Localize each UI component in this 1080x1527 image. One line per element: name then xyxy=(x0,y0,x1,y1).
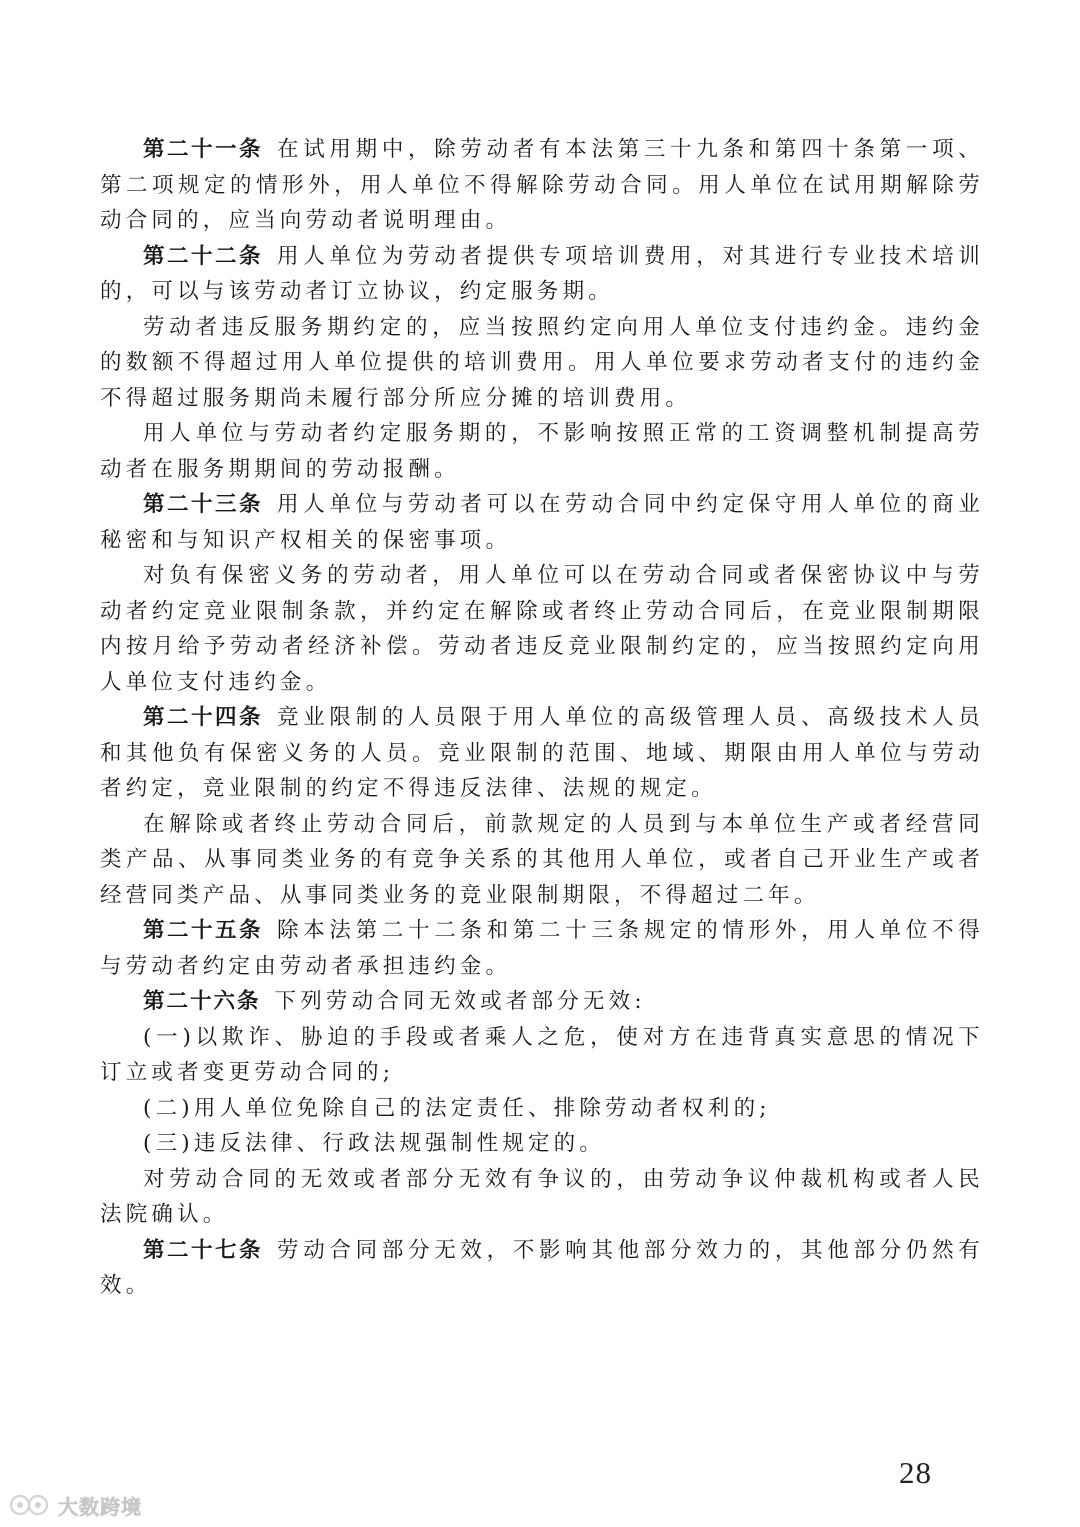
paragraph-text: 下列劳动合同无效或者部分无效: xyxy=(274,989,646,1014)
paragraph xyxy=(100,132,984,239)
paragraph-text: 劳动者违反服务期约定的，应当按照约定向用人单位支付违约金。违约金的数额不得超过用人单位提供的培训费用。用人单位要求劳动者支付的违约金不得超过服务期尚未履行部分所应分摊的培训费用。 xyxy=(100,314,984,411)
list-item xyxy=(100,1020,984,1091)
paragraph-text: 对负有保密义务的劳动者，用人单位可以在劳动合同或者保密协议中与劳动者约定竞业限制条款，并约定在解除或者终止劳动合同后，在竞业限制期限内按月给予劳动者经济补偿。劳动者违反竞业限制约定的，应当按照约定向用人单位支付违约金。 xyxy=(100,563,984,695)
paragraph-text: 劳动合同部分无效，不影响其他部分效力的，其他部分仍然有效。 xyxy=(100,1237,984,1298)
article-number: 第二十三条 xyxy=(143,492,264,517)
paragraph xyxy=(100,558,984,700)
paragraph-text: 用人单位与劳动者可以在劳动合同中约定保守用人单位的商业秘密和与知识产权相关的保密事项。 xyxy=(100,492,984,553)
watermark xyxy=(8,1490,142,1520)
list-item xyxy=(100,1126,984,1162)
watermark-text: 大数跨境 xyxy=(58,1494,142,1519)
article-number: 第二十一条 xyxy=(143,137,264,162)
paragraph xyxy=(100,416,984,487)
paragraph xyxy=(100,984,984,1020)
paragraph xyxy=(100,310,984,417)
paragraph xyxy=(100,1233,984,1304)
paragraph xyxy=(100,487,984,558)
paragraph xyxy=(100,1162,984,1233)
paragraph-text: (二)用人单位免除自己的法定责任、排除劳动者权利的; xyxy=(143,1095,771,1121)
paragraph xyxy=(100,239,984,310)
paragraph xyxy=(100,807,984,914)
page-number: 28 xyxy=(899,1455,932,1490)
paragraph-text: 在解除或者终止劳动合同后，前款规定的人员到与本单位生产或者经营同类产品、从事同类业务的有竞争关系的其他用人单位，或者自己开业生产或者经营同类产品、从事同类业务的竞业限制期限，不得超过二年。 xyxy=(100,811,984,908)
article-number: 第二十七条 xyxy=(143,1237,264,1263)
paragraph-text: 竞业限制的人员限于用人单位的高级管理人员、高级技术人员和其他负有保密义务的人员。竞业限制的范围、地域、期限由用人单位与劳动者约定，竞业限制的约定不得违反法律、法规的规定。 xyxy=(100,705,984,801)
paragraph-text: 对劳动合同的无效或者部分无效有争议的，由劳动争议仲裁机构或者人民法院确认。 xyxy=(100,1166,984,1227)
paragraph-text: (一)以欺诈、胁迫的手段或者乘人之危，使对方在违背真实意思的情况下订立或者变更劳动合同的; xyxy=(100,1024,984,1085)
paragraph-text: 在试用期中，除劳动者有本法第三十九条和第四十条第一项、第二项规定的情形外，用人单位不得解除劳动合同。用人单位在试用期解除劳动合同的，应当向劳动者说明理由。 xyxy=(100,137,984,233)
paragraph xyxy=(100,700,984,807)
watermark-logo-icon xyxy=(8,1492,52,1518)
paragraph-text: 除本法第二十二条和第二十三条规定的情形外，用人单位不得与劳动者约定由劳动者承担违约金。 xyxy=(100,918,984,979)
article-number: 第二十二条 xyxy=(143,243,264,269)
article-number: 第二十四条 xyxy=(143,705,264,730)
paragraph-text: 用人单位为劳动者提供专项培训费用，对其进行专业技术培训的，可以与该劳动者订立协议，约定服务期。 xyxy=(100,243,984,304)
paragraph-text: 用人单位与劳动者约定服务期的，不影响按照正常的工资调整机制提高劳动者在服务期期间的劳动报酬。 xyxy=(100,421,984,482)
article-number: 第二十五条 xyxy=(143,918,264,943)
document-body xyxy=(100,132,984,1304)
list-item xyxy=(100,1091,984,1127)
paragraph-text: (三)违反法律、行政法规强制性规定的。 xyxy=(143,1131,606,1156)
paragraph xyxy=(100,913,984,984)
article-number: 第二十六条 xyxy=(143,989,261,1014)
